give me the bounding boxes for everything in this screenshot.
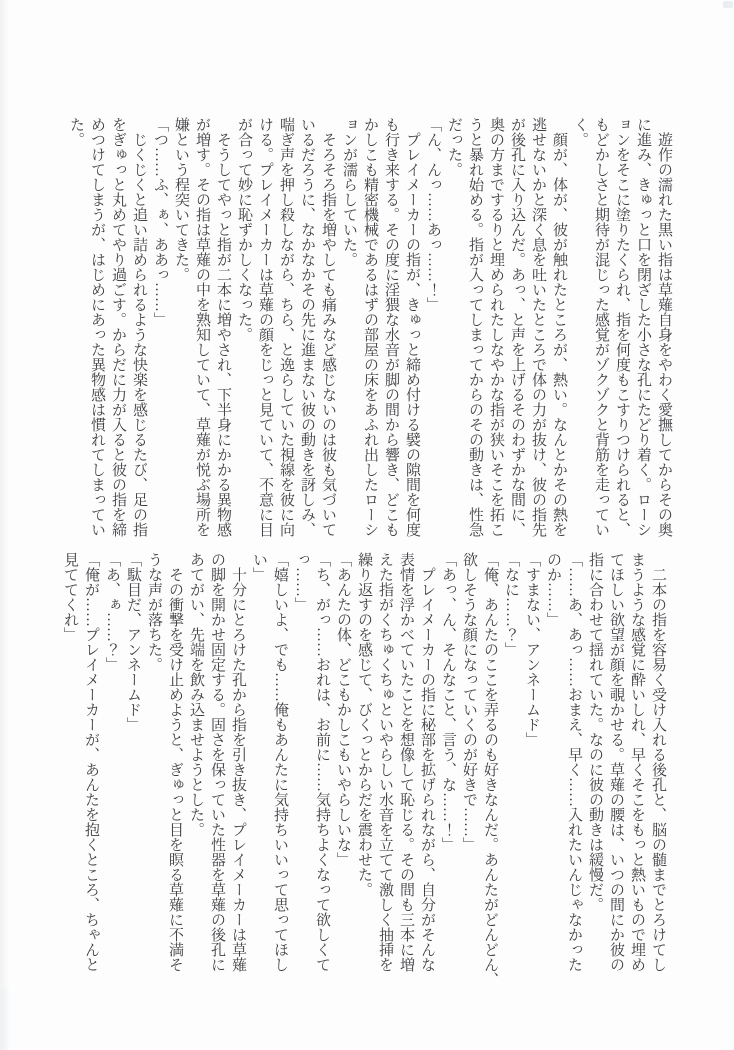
scan-edge-artifact <box>0 0 9 1050</box>
text-line: 繰り返すのを感じて、びくっとからだを震わせた。 <box>356 552 372 897</box>
text-line: 「俺が……プレイメーカーが、あんたを抱くところ、ちゃんと <box>83 552 99 972</box>
text-line: た。 <box>68 117 84 147</box>
text-line: に進み、きゅっと口を閉ざした小さな孔にたどり着く。ローシ <box>635 117 651 537</box>
text-line: 「ん、んっ……あっ……！」 <box>425 117 441 312</box>
text-line: をぎゅっと丸めてやり過ごす。からだに力が入ると彼の指を締 <box>110 117 126 537</box>
text-line: 見ててくれ」 <box>62 552 78 642</box>
text-line: てほしい欲望が顔を覗かせる。草薙の腰は、いつの間にか彼の <box>608 552 624 972</box>
text-line: 指に合わせて揺れていた。なのに彼の動きは緩慢だ。 <box>587 552 603 912</box>
text-line: 「すまない、アンネームド」 <box>524 552 540 747</box>
text-line: めつけてしまうが、はじめにあった異物感は慣れてしまってい <box>89 117 105 537</box>
text-line: うな声が落ちた。 <box>146 552 162 672</box>
text-line: 欲しそうな顔になっていくのが好きで……」 <box>461 552 477 852</box>
text-line: 「……あ、あっ……おまえ、早く……入れたいんじゃなかった <box>566 552 582 972</box>
text-line: 嫌という程突いてきた。 <box>173 117 189 282</box>
text-line: えた指がくちゅくちゅといやらしい水音を立てて激しく抽挿を <box>377 552 393 972</box>
text-line: プレイメーカーの指が、きゅっと締め付ける襞の隙間を何度 <box>404 117 420 537</box>
text-line: が後孔に入り込んだ。あっ、と声を上げるそのわずかな間に、 <box>509 117 525 537</box>
text-line: かしこも精密機械であるはずの部屋の床をあふれ出したローシ <box>362 117 378 537</box>
text-line: 喘ぎ声を押し殺しながら、ちら、と逸らしていた視線を彼に向 <box>278 117 294 537</box>
text-line: 十分にとろけた孔から指を引き抜き、プレイメーカーは草薙 <box>230 552 246 972</box>
text-line: そうしてやっと指が二本に増やされ、下半身にかかる異物感 <box>215 117 231 537</box>
text-line: 「駄目だ、アンネームド」 <box>125 552 141 732</box>
text-line: も行き来する。その度に淫猥な水音が脚の間から響き、どこも <box>383 117 399 537</box>
text-line: 「嬉しいよ、でも……俺もあんたに気持ちいいって思ってほし <box>272 552 288 972</box>
text-line: 「ち、がっ……おれは、お前に……気持ちよくなって欲しくて <box>314 552 330 972</box>
text-line: の脚を開かせ固定する。固さを保っていた性器を草薙の後孔に <box>209 552 225 972</box>
text-line: が増す。その指は草薙の中を熟知していて、草薙が悦ぶ場所を <box>194 117 210 537</box>
text-line: 「あ、ぁ……？」 <box>104 552 120 672</box>
text-line: 逃せないかと深く息を吐いたところで体の力が抜け、彼の指先 <box>530 117 546 537</box>
vertical-text-block-top <box>65 117 674 538</box>
text-line: っ……」 <box>293 552 309 612</box>
text-line: が合って妙に恥ずかしくなった。 <box>236 117 252 342</box>
text-line: 「俺、あんたのここを弄るのも好きなんだ。あんたがどんどん、 <box>482 552 498 987</box>
text-line: のか……」 <box>545 552 561 627</box>
text-line: ョンが濡らしていた。 <box>341 117 357 267</box>
text-line: 「なに……？」 <box>503 552 519 657</box>
text-line: そろそろ指を増やしても痛みなど感じないのは彼も気づいて <box>320 117 336 537</box>
text-line: その衝撃を受け止めようと、ぎゅっと目を瞑る草薙に不満そ <box>167 552 183 972</box>
text-line: もどかしさと期待が混じった感覚がゾクゾクと背筋を走ってい <box>593 117 609 537</box>
text-line: じくじくと追い詰められるような快楽を感じるたび、足の指 <box>131 117 147 537</box>
text-line: だった。 <box>446 117 462 177</box>
vertical-text-block-bottom <box>59 552 668 987</box>
scan-corner-artifact <box>723 1 733 8</box>
text-line: プレイメーカーの指に秘部を拡げられながら、自分がそんな <box>419 552 435 972</box>
text-line: く。 <box>572 117 588 147</box>
text-line: い」 <box>251 552 267 582</box>
text-line: うと暴れ始める。指が入ってしまってからのその動きは、性急 <box>467 117 483 537</box>
text-line: 表情を浮かべていたことを想像して恥じる。その間も三本に増 <box>398 552 414 972</box>
text-line: 「つ……ふ、ぁ、ああっ……」 <box>152 117 168 327</box>
text-line: ョンをそこに塗りたくられ、指を何度もこすりつけられると、 <box>614 117 630 537</box>
text-line: 遊作の濡れた黒い指は草薙自身をやわく愛撫してからその奥 <box>656 117 672 537</box>
text-line: 奥の方までするりと埋められたしなやかな指が狭いそこを拓こ <box>488 117 504 537</box>
text-line: まうような感覚に酔いしれ、早くそこをもっと熱いもので埋め <box>629 552 645 972</box>
scan-smudge-artifact <box>0 988 11 1050</box>
text-line: 「あっ、ん、そんなこと、言う、な……！」 <box>440 552 456 852</box>
text-line: 顔が、体が、彼が触れたところが、熱い。なんとかその熱を <box>551 117 567 537</box>
text-line: ける。プレイメーカーは草薙の顔をじっと見ていて、不意に目 <box>257 117 273 537</box>
text-line: いるだろうに、なかなかその先に進まない彼の動きを訝しみ、 <box>299 117 315 537</box>
text-line: 二本の指を容易く受け入れる後孔と、脳の髄までとろけてし <box>650 552 666 972</box>
text-line: 「あんたの体、どこもかしこもいやらしいな」 <box>335 552 351 867</box>
text-line: あてがい、先端を飲み込ませようとした。 <box>188 552 204 837</box>
